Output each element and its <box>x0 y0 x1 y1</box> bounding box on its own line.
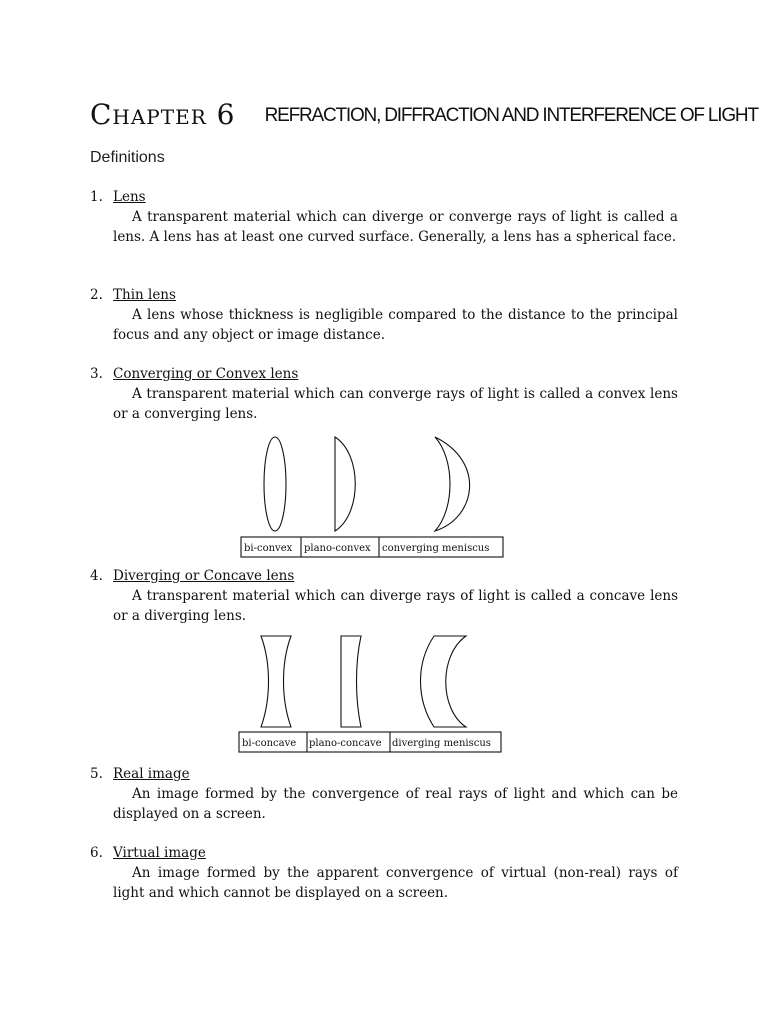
item-term: Virtual image <box>113 845 206 861</box>
item-definition: A transparent material which can converge rays of light is called a convex lens or a converging lens. <box>113 385 678 422</box>
item-number: 5. <box>90 766 103 782</box>
item-number: 1. <box>90 189 103 205</box>
convex-lens-diagram <box>238 434 508 560</box>
convex-lens-figure <box>238 434 508 560</box>
definition-item-lens <box>90 188 678 247</box>
caption-diverging-meniscus: diverging meniscus <box>392 738 491 749</box>
item-definition: A transparent material which can diverge or converge rays of light is called a lens. A lens has at least one curved surface. Generally, a lens has a spherical face. <box>113 208 678 245</box>
definition-item-convex-lens <box>90 365 678 424</box>
item-definition: A lens whose thickness is negligible compared to the distance to the principal focus and any object or image distance. <box>113 306 678 343</box>
definition-item-thin-lens <box>90 286 678 345</box>
caption-bi-concave: bi-concave <box>242 738 297 749</box>
item-definition: An image formed by the convergence of real rays of light and which can be displayed on a screen. <box>113 785 678 822</box>
plano-concave-lens-shape <box>341 636 361 727</box>
diverging-meniscus-lens-shape <box>421 636 467 727</box>
plano-convex-lens-shape <box>335 437 355 531</box>
item-term: Thin lens <box>113 287 176 303</box>
item-term: Converging or Convex lens <box>113 366 299 382</box>
item-number: 6. <box>90 845 103 861</box>
section-heading: Definitions <box>90 149 165 166</box>
caption-bi-convex: bi-convex <box>244 543 293 554</box>
definition-item-real-image <box>90 765 678 824</box>
item-definition: An image formed by the apparent convergence of virtual (non-real) rays of light and which cannot be displayed on a screen. <box>113 864 678 901</box>
definition-item-concave-lens <box>90 567 678 626</box>
converging-meniscus-lens-shape <box>435 437 470 531</box>
caption-plano-convex: plano-convex <box>304 543 371 554</box>
chapter-label: Chapter 6 <box>90 98 236 131</box>
caption-plano-concave: plano-concave <box>309 738 382 749</box>
chapter-header <box>90 98 758 131</box>
bi-concave-lens-shape <box>261 636 291 727</box>
concave-lens-diagram <box>236 633 506 757</box>
chapter-title: REFRACTION, DIFFRACTION AND INTERFERENCE OF LIGHT <box>264 105 758 126</box>
item-term: Real image <box>113 766 190 782</box>
item-term: Diverging or Concave lens <box>113 568 295 584</box>
definition-item-virtual-image <box>90 844 678 903</box>
concave-lens-figure <box>236 633 506 757</box>
caption-converging-meniscus: converging meniscus <box>382 543 490 554</box>
item-number: 2. <box>90 287 103 303</box>
item-definition: A transparent material which can diverge rays of light is called a concave lens or a diverging lens. <box>113 587 678 624</box>
item-number: 3. <box>90 366 103 382</box>
item-number: 4. <box>90 568 103 584</box>
item-term: Lens <box>113 189 146 205</box>
bi-convex-lens-shape <box>264 437 286 531</box>
